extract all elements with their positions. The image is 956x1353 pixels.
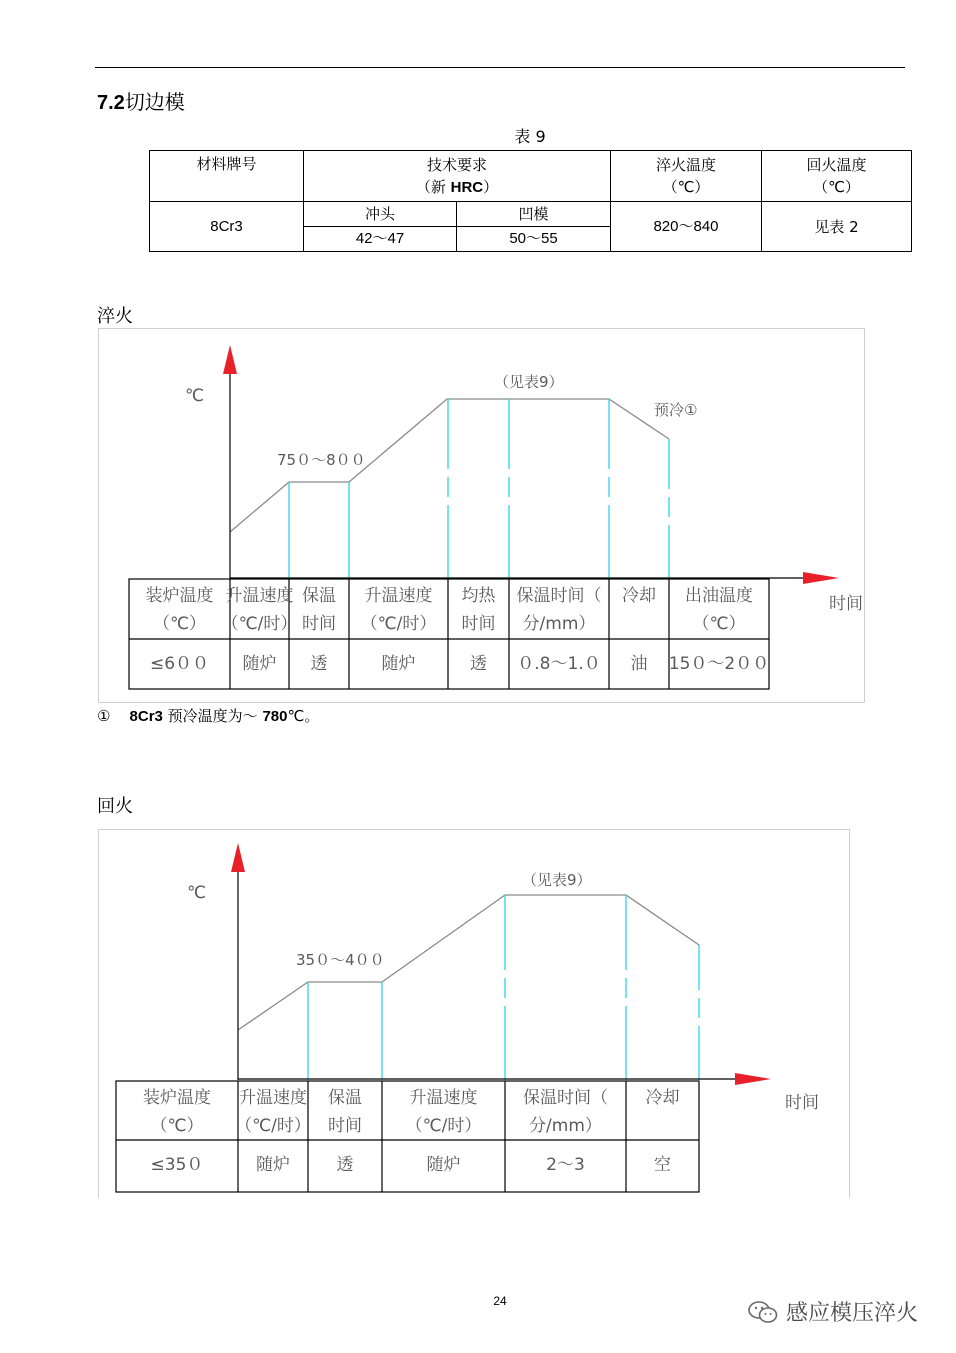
table-value-cell: ≤6００ <box>149 654 210 674</box>
quench-unit: ℃ <box>185 386 205 406</box>
cell-punch: 42～47 <box>304 227 457 252</box>
cell-temper: 见表 2 <box>762 202 912 252</box>
table-value-cell: 随炉 <box>381 654 416 674</box>
temper-label: 回火 <box>97 796 133 817</box>
quench-peak-note: （见表9） <box>494 373 564 391</box>
sub-punch: 冲头 <box>304 202 457 227</box>
table-header-cell: 升温速度 <box>409 1088 478 1108</box>
table-header-cell: （℃） <box>692 614 746 634</box>
cell-die: 50～55 <box>457 227 611 252</box>
temper-diagram <box>98 829 850 1198</box>
header-temper-temp: 回火温度 （℃） <box>762 151 912 202</box>
table-header-cell: （℃/时） <box>221 614 298 634</box>
temper-time-label: 时间 <box>785 1093 819 1113</box>
sub-die: 凹模 <box>457 202 611 227</box>
table-header-cell: 装炉温度 <box>143 1088 211 1108</box>
table-value-cell: 透 <box>470 654 487 674</box>
cell-material: 8Cr3 <box>150 202 304 252</box>
y-axis-arrow-icon <box>231 843 245 872</box>
wechat-icon <box>748 1299 778 1325</box>
table-header-cell: 装炉温度 <box>145 586 214 606</box>
quench-precool: 预冷① <box>654 401 698 419</box>
temper-step-temp: 35０～4００ <box>296 951 385 969</box>
table-header-cell: 出油温度 <box>685 586 753 606</box>
footnote-mark: ① <box>97 707 111 725</box>
table-header-cell: 冷却 <box>622 586 656 606</box>
table-value-cell: 透 <box>310 654 328 674</box>
header-material: 材料牌号 <box>150 151 304 202</box>
footnote-text: 预冷温度为～ <box>162 707 263 725</box>
quench-diagram-svg <box>99 329 864 702</box>
table-header-cell: （℃） <box>150 1116 204 1136</box>
table-header-cell: 均热 <box>461 586 496 606</box>
footnote-unit: ℃。 <box>287 707 320 725</box>
section-heading <box>97 86 185 115</box>
table-header-cell: 冷却 <box>645 1088 680 1108</box>
table-header-cell: （℃/时） <box>405 1116 482 1136</box>
quench-step-temp: 75０～8００ <box>277 451 366 469</box>
table-value-cell: 空 <box>654 1155 671 1175</box>
table-value-cell: 随炉 <box>242 654 277 674</box>
quench-process-table <box>129 579 769 689</box>
table-caption: 表 9 <box>514 127 546 146</box>
watermark-text: 感应模压淬火 <box>786 1301 919 1326</box>
table-header-cell: （℃/时） <box>235 1116 311 1136</box>
table-header-cell: 时间 <box>328 1116 362 1136</box>
temper-process-table <box>116 1081 699 1192</box>
table-header-cell: 保温时间（ <box>523 1088 608 1108</box>
table-header-cell: 保温 <box>302 586 336 606</box>
table-header-cell: 升温速度 <box>225 586 294 606</box>
temper-guides <box>308 895 699 1080</box>
quench-label: 淬火 <box>97 306 133 327</box>
table-header-cell: 保温时间（ <box>516 586 602 606</box>
table-header-cell: （℃/时） <box>360 614 437 634</box>
footnote-material: 8Cr3 <box>129 708 163 725</box>
header-quench-temp: 淬火温度 （℃） <box>611 151 762 202</box>
quench-time-label: 时间 <box>829 594 863 614</box>
watermark <box>748 1296 918 1327</box>
header-rule <box>95 67 905 68</box>
footnote <box>97 705 319 726</box>
table-value-cell: ≤35０ <box>150 1155 204 1175</box>
table-value-cell: 透 <box>336 1155 354 1175</box>
table-header-cell: （℃） <box>152 614 207 634</box>
quench-guides <box>289 399 669 579</box>
spec-table <box>149 150 912 252</box>
cell-quench: 820～840 <box>611 202 762 252</box>
footnote-temp: 780 <box>262 708 288 725</box>
table-value-cell: 油 <box>630 654 648 674</box>
temper-unit: ℃ <box>187 883 207 903</box>
table-header-cell: 时间 <box>461 614 496 634</box>
temper-peak-note: （见表9） <box>522 871 592 889</box>
table-header-cell: 分/mm） <box>522 614 596 634</box>
table-value-cell: 随炉 <box>426 1155 461 1175</box>
x-axis-arrow-icon <box>803 572 839 584</box>
table-value-cell: 15０～2００ <box>668 654 770 674</box>
temper-diagram-svg <box>99 830 849 1198</box>
table-header-cell: 分/mm） <box>529 1116 602 1136</box>
section-number: 7.2 <box>97 92 125 114</box>
x-axis-arrow-icon <box>735 1073 771 1085</box>
table-value-cell: ０.8～1.０ <box>517 654 601 674</box>
y-axis-arrow-icon <box>223 345 237 374</box>
table-header-cell: 保温 <box>328 1088 362 1108</box>
table-value-cell: 2～3 <box>546 1155 585 1175</box>
header-tech-req: 技术要求 （新 HRC） <box>304 151 611 202</box>
table-header-cell: 时间 <box>302 614 336 634</box>
table-header-cell: 升温速度 <box>364 586 433 606</box>
table-value-cell: 随炉 <box>256 1155 290 1175</box>
section-title-text: 切边模 <box>124 90 185 114</box>
table-header-cell: 升温速度 <box>239 1088 307 1108</box>
page-number: 24 <box>493 1294 507 1308</box>
quench-diagram <box>98 328 865 703</box>
